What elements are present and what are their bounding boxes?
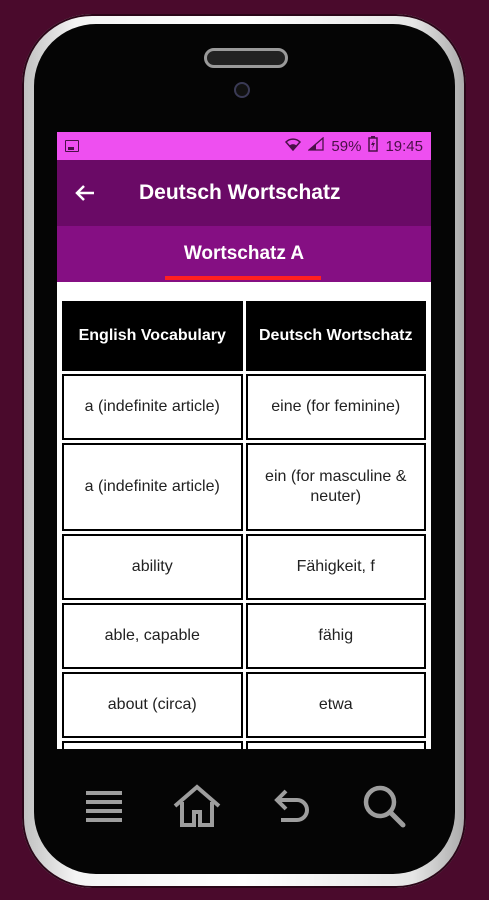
english-cell: a (indefinite article) bbox=[62, 374, 243, 440]
tab-bar bbox=[57, 226, 431, 282]
deutsch-cell: etwa bbox=[246, 672, 427, 738]
home-icon[interactable] bbox=[167, 776, 227, 836]
table-row[interactable] bbox=[62, 443, 426, 531]
english-cell: a (indefinite article) bbox=[62, 443, 243, 531]
navigation-bar bbox=[57, 760, 431, 852]
english-cell bbox=[62, 741, 243, 749]
table-row[interactable] bbox=[62, 741, 426, 749]
page-title: Deutsch Wortschatz bbox=[139, 181, 341, 204]
english-cell: able, capable bbox=[62, 603, 243, 669]
signal-icon bbox=[308, 137, 324, 155]
app-screen bbox=[57, 132, 431, 749]
battery-charging-icon bbox=[368, 136, 378, 156]
tab-indicator bbox=[165, 276, 321, 280]
status-bar bbox=[57, 132, 431, 160]
table-row[interactable] bbox=[62, 374, 426, 440]
column-header-deutsch: Deutsch Wortschatz bbox=[246, 301, 427, 371]
column-header-english: English Vocabulary bbox=[62, 301, 243, 371]
deutsch-cell: ein (for masculine & neuter) bbox=[246, 443, 427, 531]
deutsch-cell: fähig bbox=[246, 603, 427, 669]
app-bar bbox=[57, 160, 431, 226]
vocabulary-table-container bbox=[57, 282, 431, 749]
english-cell: about (circa) bbox=[62, 672, 243, 738]
wifi-icon bbox=[285, 137, 301, 155]
vocabulary-table bbox=[59, 298, 429, 749]
english-cell: ability bbox=[62, 534, 243, 600]
table-row[interactable] bbox=[62, 672, 426, 738]
clock: 19:45 bbox=[385, 137, 423, 155]
menu-icon[interactable] bbox=[74, 776, 134, 836]
tab-wortschatz-a[interactable]: Wortschatz A bbox=[183, 243, 305, 264]
battery-percent: 59% bbox=[331, 137, 362, 155]
deutsch-cell bbox=[246, 741, 427, 749]
table-row[interactable] bbox=[62, 534, 426, 600]
back-arrow-icon[interactable] bbox=[57, 178, 113, 209]
deutsch-cell: eine (for feminine) bbox=[246, 374, 427, 440]
image-icon bbox=[65, 140, 79, 152]
search-icon[interactable] bbox=[354, 776, 414, 836]
back-icon[interactable] bbox=[261, 776, 321, 836]
speaker-grille bbox=[204, 48, 288, 68]
front-camera bbox=[234, 82, 250, 98]
deutsch-cell: Fähigkeit, f bbox=[246, 534, 427, 600]
table-row[interactable] bbox=[62, 603, 426, 669]
